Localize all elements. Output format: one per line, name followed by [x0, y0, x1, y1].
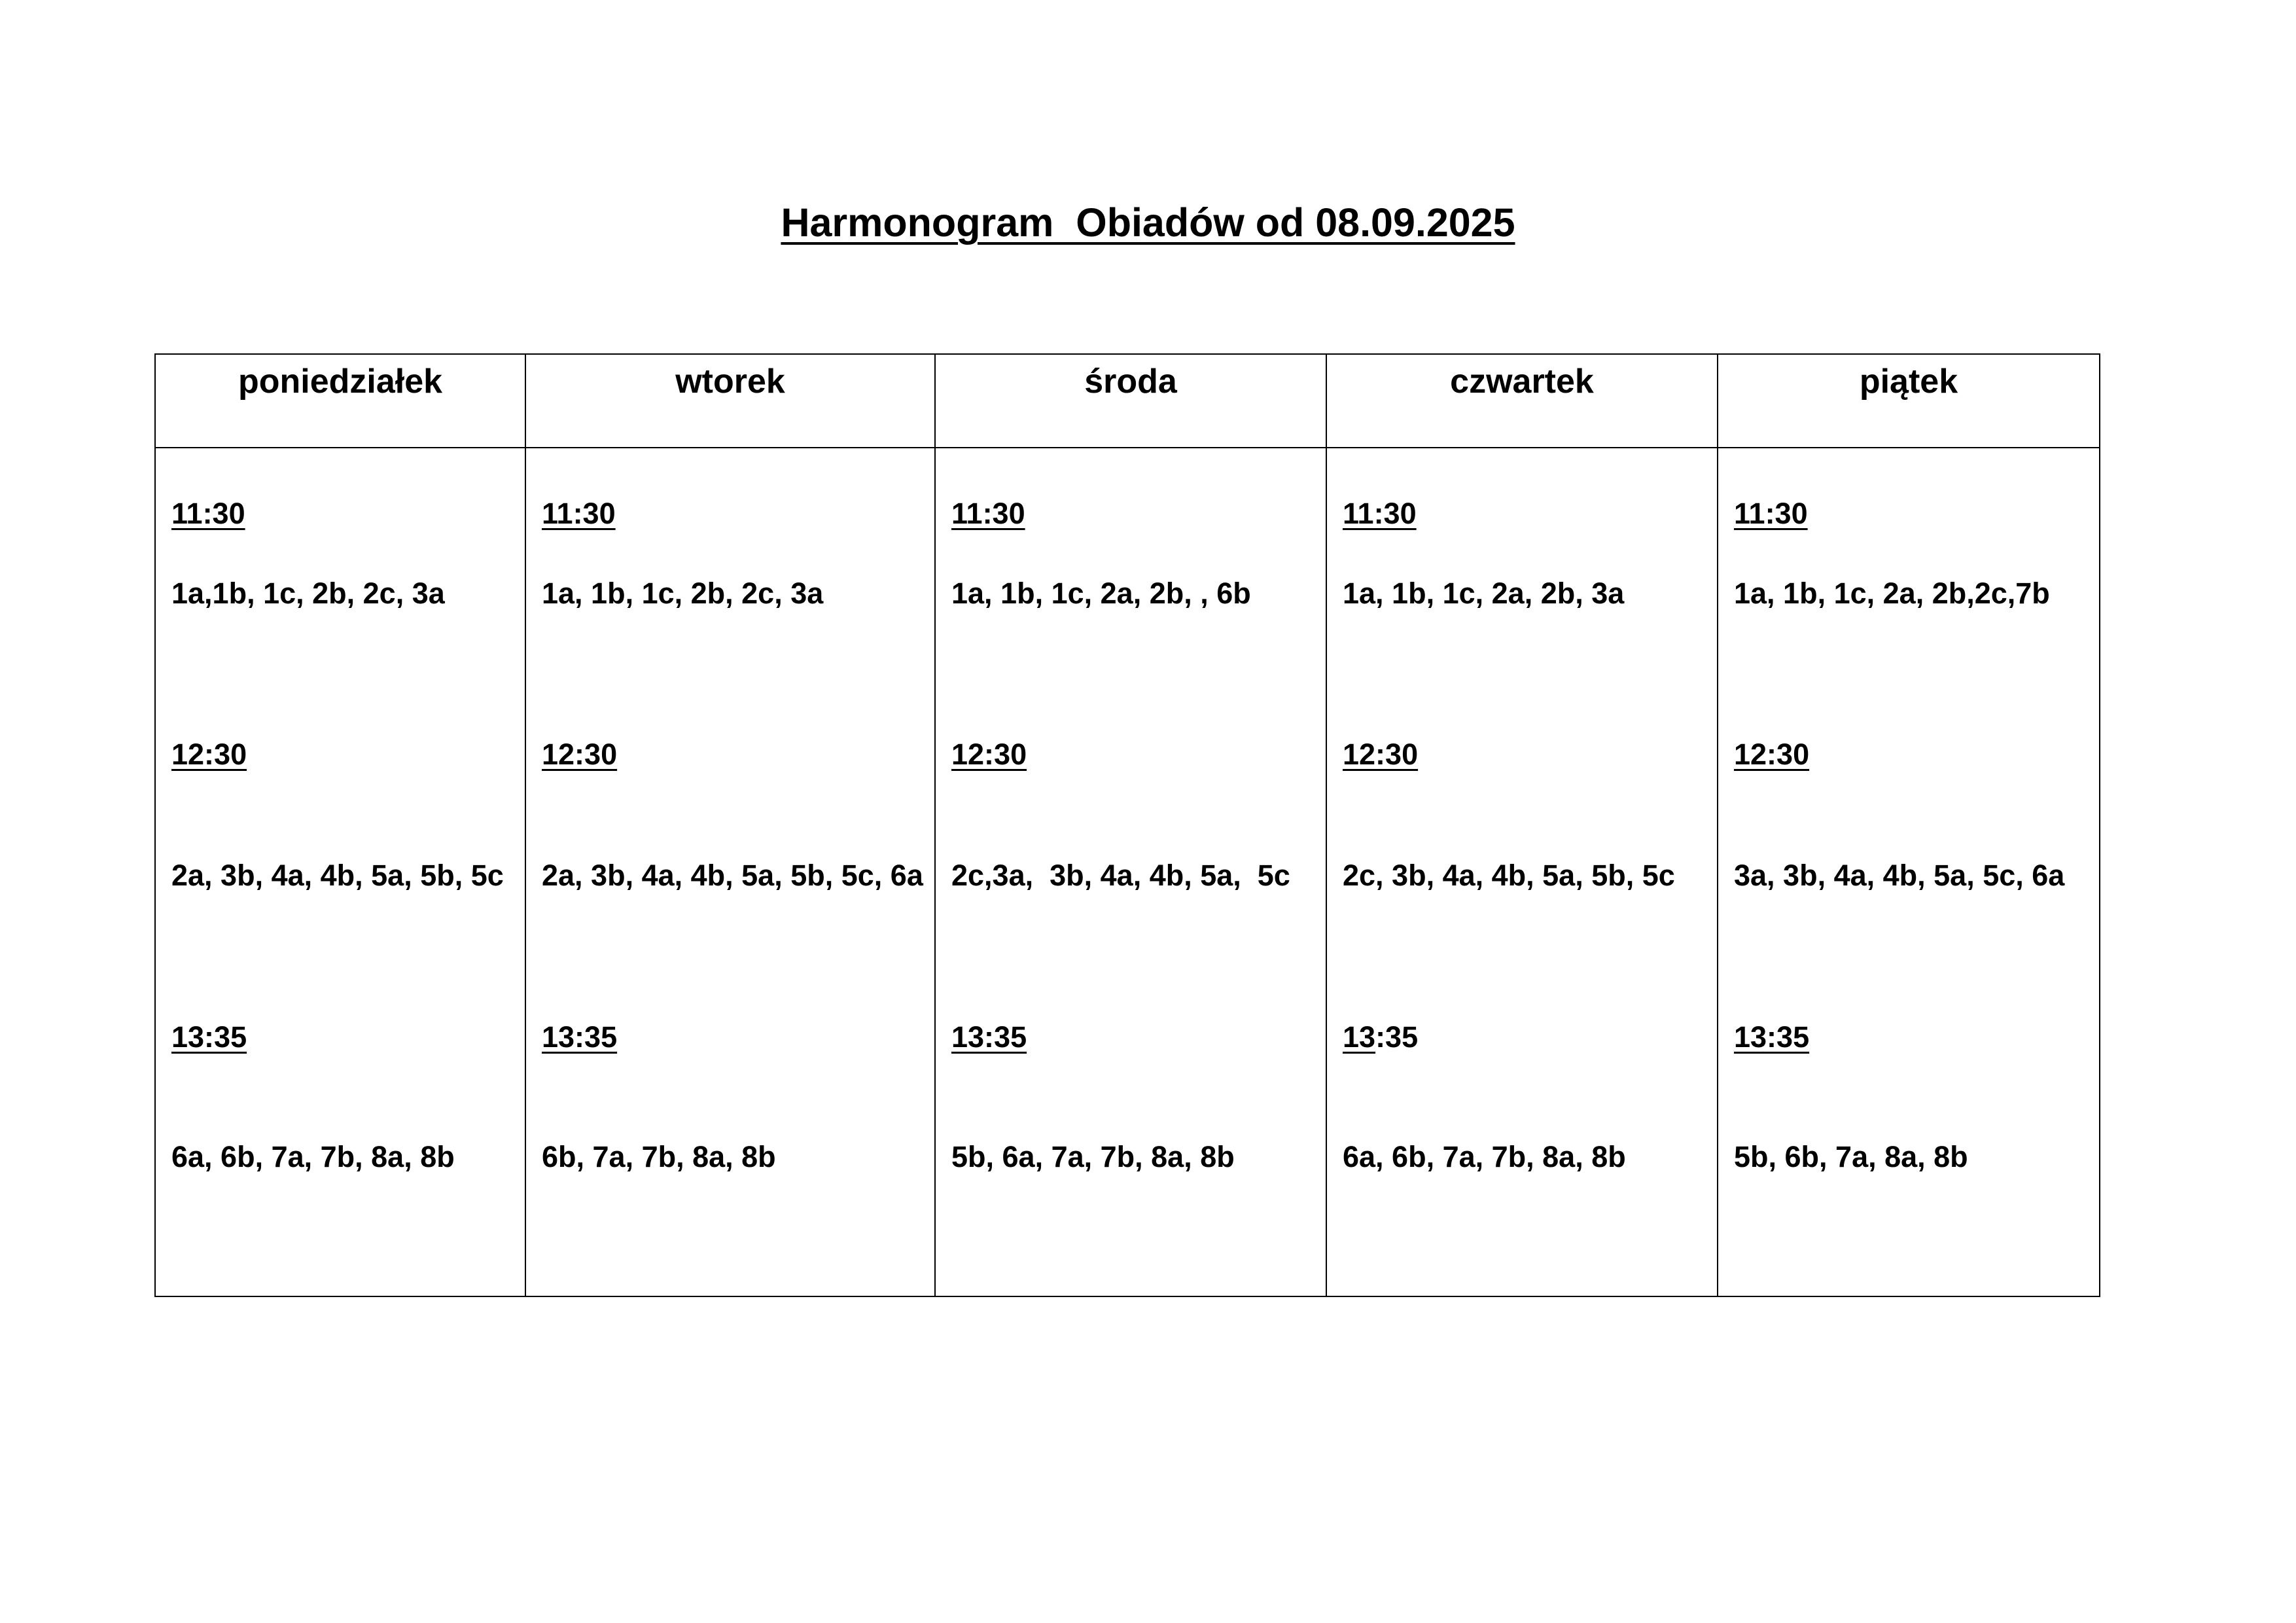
slot-time: 13:35	[171, 1020, 247, 1054]
slot-time: 11:30	[1734, 497, 1808, 530]
slot-time: 13:35	[542, 1020, 618, 1054]
slot-time: 13:35	[951, 1020, 1027, 1054]
slot-groups: 6b, 7a, 7b, 8a, 8b	[542, 1140, 776, 1173]
slot-groups: 2a, 3b, 4a, 4b, 5a, 5b, 5c, 6a	[542, 859, 923, 892]
day-header-thursday: czwartek	[1326, 354, 1718, 448]
page-title	[0, 196, 2296, 249]
slot-groups: 5b, 6b, 7a, 8a, 8b	[1734, 1140, 1968, 1173]
slot-time-underlined: 13	[1343, 1020, 1376, 1054]
slot-groups: 1a, 1b, 1c, 2a, 2b,2c,7b	[1734, 577, 2050, 610]
slot-time-rest: :35	[1375, 1020, 1419, 1054]
slot-time: 12:30	[1734, 738, 1810, 771]
table-header-row	[155, 354, 2100, 448]
day-header-tuesday: wtorek	[525, 354, 935, 448]
day-cell-friday	[1718, 448, 2100, 1296]
day-cell-thursday	[1326, 448, 1718, 1296]
day-header-wednesday: środa	[935, 354, 1326, 448]
slot-groups: 3a, 3b, 4a, 4b, 5a, 5c, 6a	[1734, 859, 2065, 892]
day-cell-tuesday	[525, 448, 935, 1296]
slot-groups: 1a, 1b, 1c, 2b, 2c, 3a	[542, 577, 824, 610]
slot-time: 11:30	[951, 497, 1025, 530]
slot-time: 12:30	[951, 738, 1027, 771]
day-header-monday: poniedziałek	[155, 354, 525, 448]
slot-time: 11:30	[542, 497, 616, 530]
slot-time: 12:30	[1343, 738, 1419, 771]
day-cell-monday	[155, 448, 525, 1296]
slot-time: 12:30	[542, 738, 618, 771]
lunch-schedule-table	[154, 353, 2100, 1297]
day-cell-wednesday	[935, 448, 1326, 1296]
slot-groups: 2c, 3b, 4a, 4b, 5a, 5b, 5c	[1343, 859, 1675, 892]
slot-groups: 2c,3a, 3b, 4a, 4b, 5a, 5c	[951, 859, 1290, 892]
slot-groups: 6a, 6b, 7a, 7b, 8a, 8b	[1343, 1140, 1626, 1173]
slot-groups: 2a, 3b, 4a, 4b, 5a, 5b, 5c	[171, 859, 504, 892]
slot-groups: 6a, 6b, 7a, 7b, 8a, 8b	[171, 1140, 455, 1173]
table-row	[155, 448, 2100, 1296]
slot-time	[1343, 1019, 1418, 1056]
slot-groups: 1a, 1b, 1c, 2a, 2b, 3a	[1343, 577, 1625, 610]
slot-time: 11:30	[1343, 497, 1417, 530]
slot-time: 11:30	[171, 497, 245, 530]
day-header-friday: piątek	[1718, 354, 2100, 448]
slot-time: 13:35	[1734, 1020, 1810, 1054]
slot-groups: 1a, 1b, 1c, 2a, 2b, , 6b	[951, 577, 1251, 610]
page-title-text: Harmonogram Obiadów od 08.09.2025	[781, 200, 1515, 245]
slot-groups: 1a,1b, 1c, 2b, 2c, 3a	[171, 577, 445, 610]
slot-groups: 5b, 6a, 7a, 7b, 8a, 8b	[951, 1140, 1235, 1173]
slot-time: 12:30	[171, 738, 247, 771]
